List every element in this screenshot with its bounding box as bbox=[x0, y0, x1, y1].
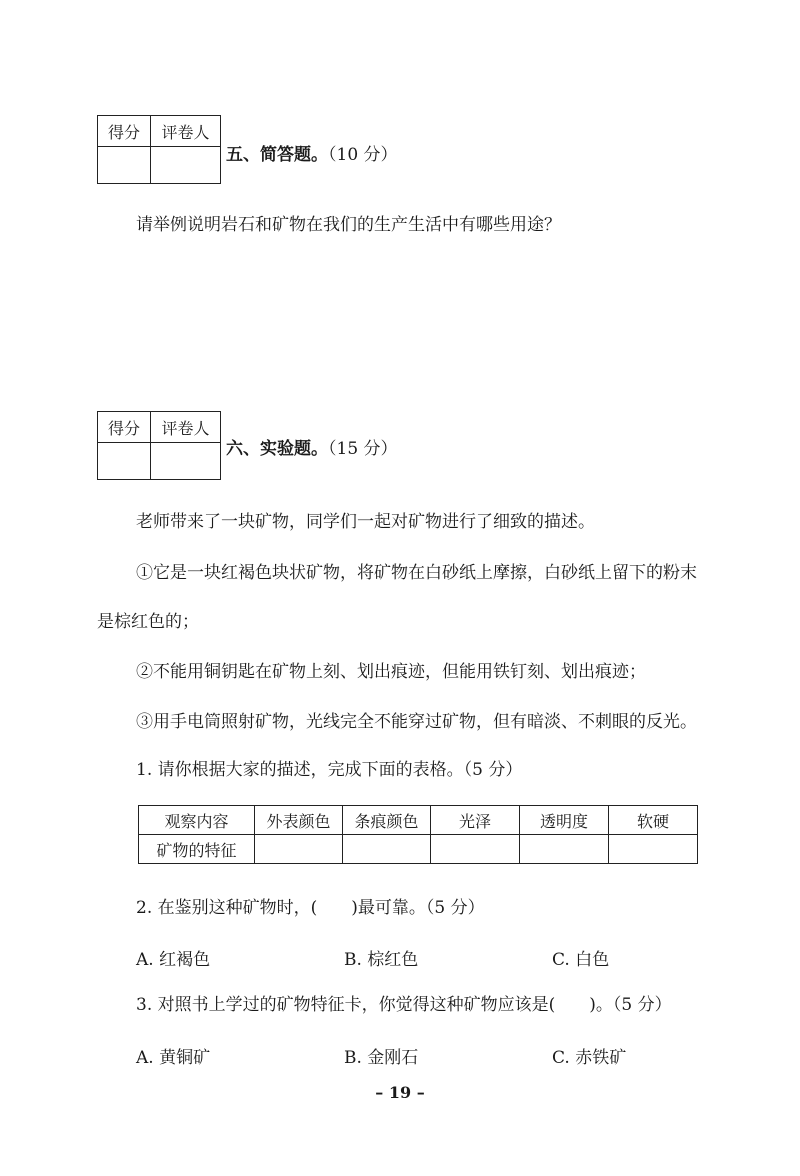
question-1: 1. 请你根据大家的描述，完成下面的表格。（5 分） bbox=[136, 760, 523, 780]
q2-option-a[interactable]: A. 红褐色 bbox=[136, 950, 211, 970]
grader-cell[interactable] bbox=[151, 147, 221, 184]
observation-1-line2: 是棕红色的； bbox=[97, 612, 199, 632]
table-header: 透明度 bbox=[520, 806, 609, 835]
q3-option-a[interactable]: A. 黄铜矿 bbox=[136, 1048, 211, 1068]
answer-cell-appearance-color[interactable] bbox=[255, 835, 343, 864]
score-label: 得分 bbox=[98, 116, 151, 147]
observation-table bbox=[138, 805, 698, 864]
q2-option-b[interactable]: B. 棕红色 bbox=[344, 950, 419, 970]
grader-label: 评卷人 bbox=[151, 116, 221, 147]
section5-question: 请举例说明岩石和矿物在我们的生产生活中有哪些用途？ bbox=[136, 215, 561, 235]
q3-option-c[interactable]: C. 赤铁矿 bbox=[552, 1048, 627, 1068]
answer-cell-luster[interactable] bbox=[431, 835, 520, 864]
score-label: 得分 bbox=[98, 412, 151, 443]
observation-3: ③用手电筒照射矿物，光线完全不能穿过矿物，但有暗淡、不刺眼的反光。 bbox=[136, 712, 697, 732]
grader-label: 评卷人 bbox=[151, 412, 221, 443]
score-box-section5 bbox=[97, 115, 221, 184]
section5-heading bbox=[226, 140, 398, 165]
question-3: 3. 对照书上学过的矿物特征卡，你觉得这种矿物应该是( )。（5 分） bbox=[136, 995, 672, 1015]
section5-title: 五、简答题。 bbox=[226, 145, 328, 165]
table-header: 软硬 bbox=[609, 806, 698, 835]
score-cell[interactable] bbox=[98, 147, 151, 184]
answer-cell-hardness[interactable] bbox=[609, 835, 698, 864]
section6-points: （15 分） bbox=[328, 439, 398, 459]
section6-title: 六、实验题。 bbox=[226, 439, 328, 459]
page-number: – 19 – bbox=[375, 1083, 425, 1102]
observation-2: ②不能用铜钥匙在矿物上刻、划出痕迹，但能用铁钉刻、划出痕迹； bbox=[136, 662, 646, 682]
answer-cell-transparency[interactable] bbox=[520, 835, 609, 864]
table-row-label: 矿物的特征 bbox=[139, 835, 255, 864]
section6-heading bbox=[226, 434, 398, 459]
observation-1-line1: ①它是一块红褐色块状矿物，将矿物在白砂纸上摩擦，白砂纸上留下的粉末 bbox=[136, 563, 697, 583]
q2-option-c[interactable]: C. 白色 bbox=[552, 950, 610, 970]
table-header: 条痕颜色 bbox=[343, 806, 431, 835]
question-2: 2. 在鉴别这种矿物时，( )最可靠。（5 分） bbox=[136, 898, 485, 918]
score-box-section6 bbox=[97, 411, 221, 480]
answer-cell-streak-color[interactable] bbox=[343, 835, 431, 864]
score-cell[interactable] bbox=[98, 443, 151, 480]
table-header: 外表颜色 bbox=[255, 806, 343, 835]
section5-points: （10 分） bbox=[328, 145, 398, 165]
table-header: 观察内容 bbox=[139, 806, 255, 835]
grader-cell[interactable] bbox=[151, 443, 221, 480]
q3-option-b[interactable]: B. 金刚石 bbox=[344, 1048, 419, 1068]
table-header: 光泽 bbox=[431, 806, 520, 835]
section6-intro: 老师带来了一块矿物，同学们一起对矿物进行了细致的描述。 bbox=[136, 512, 595, 532]
